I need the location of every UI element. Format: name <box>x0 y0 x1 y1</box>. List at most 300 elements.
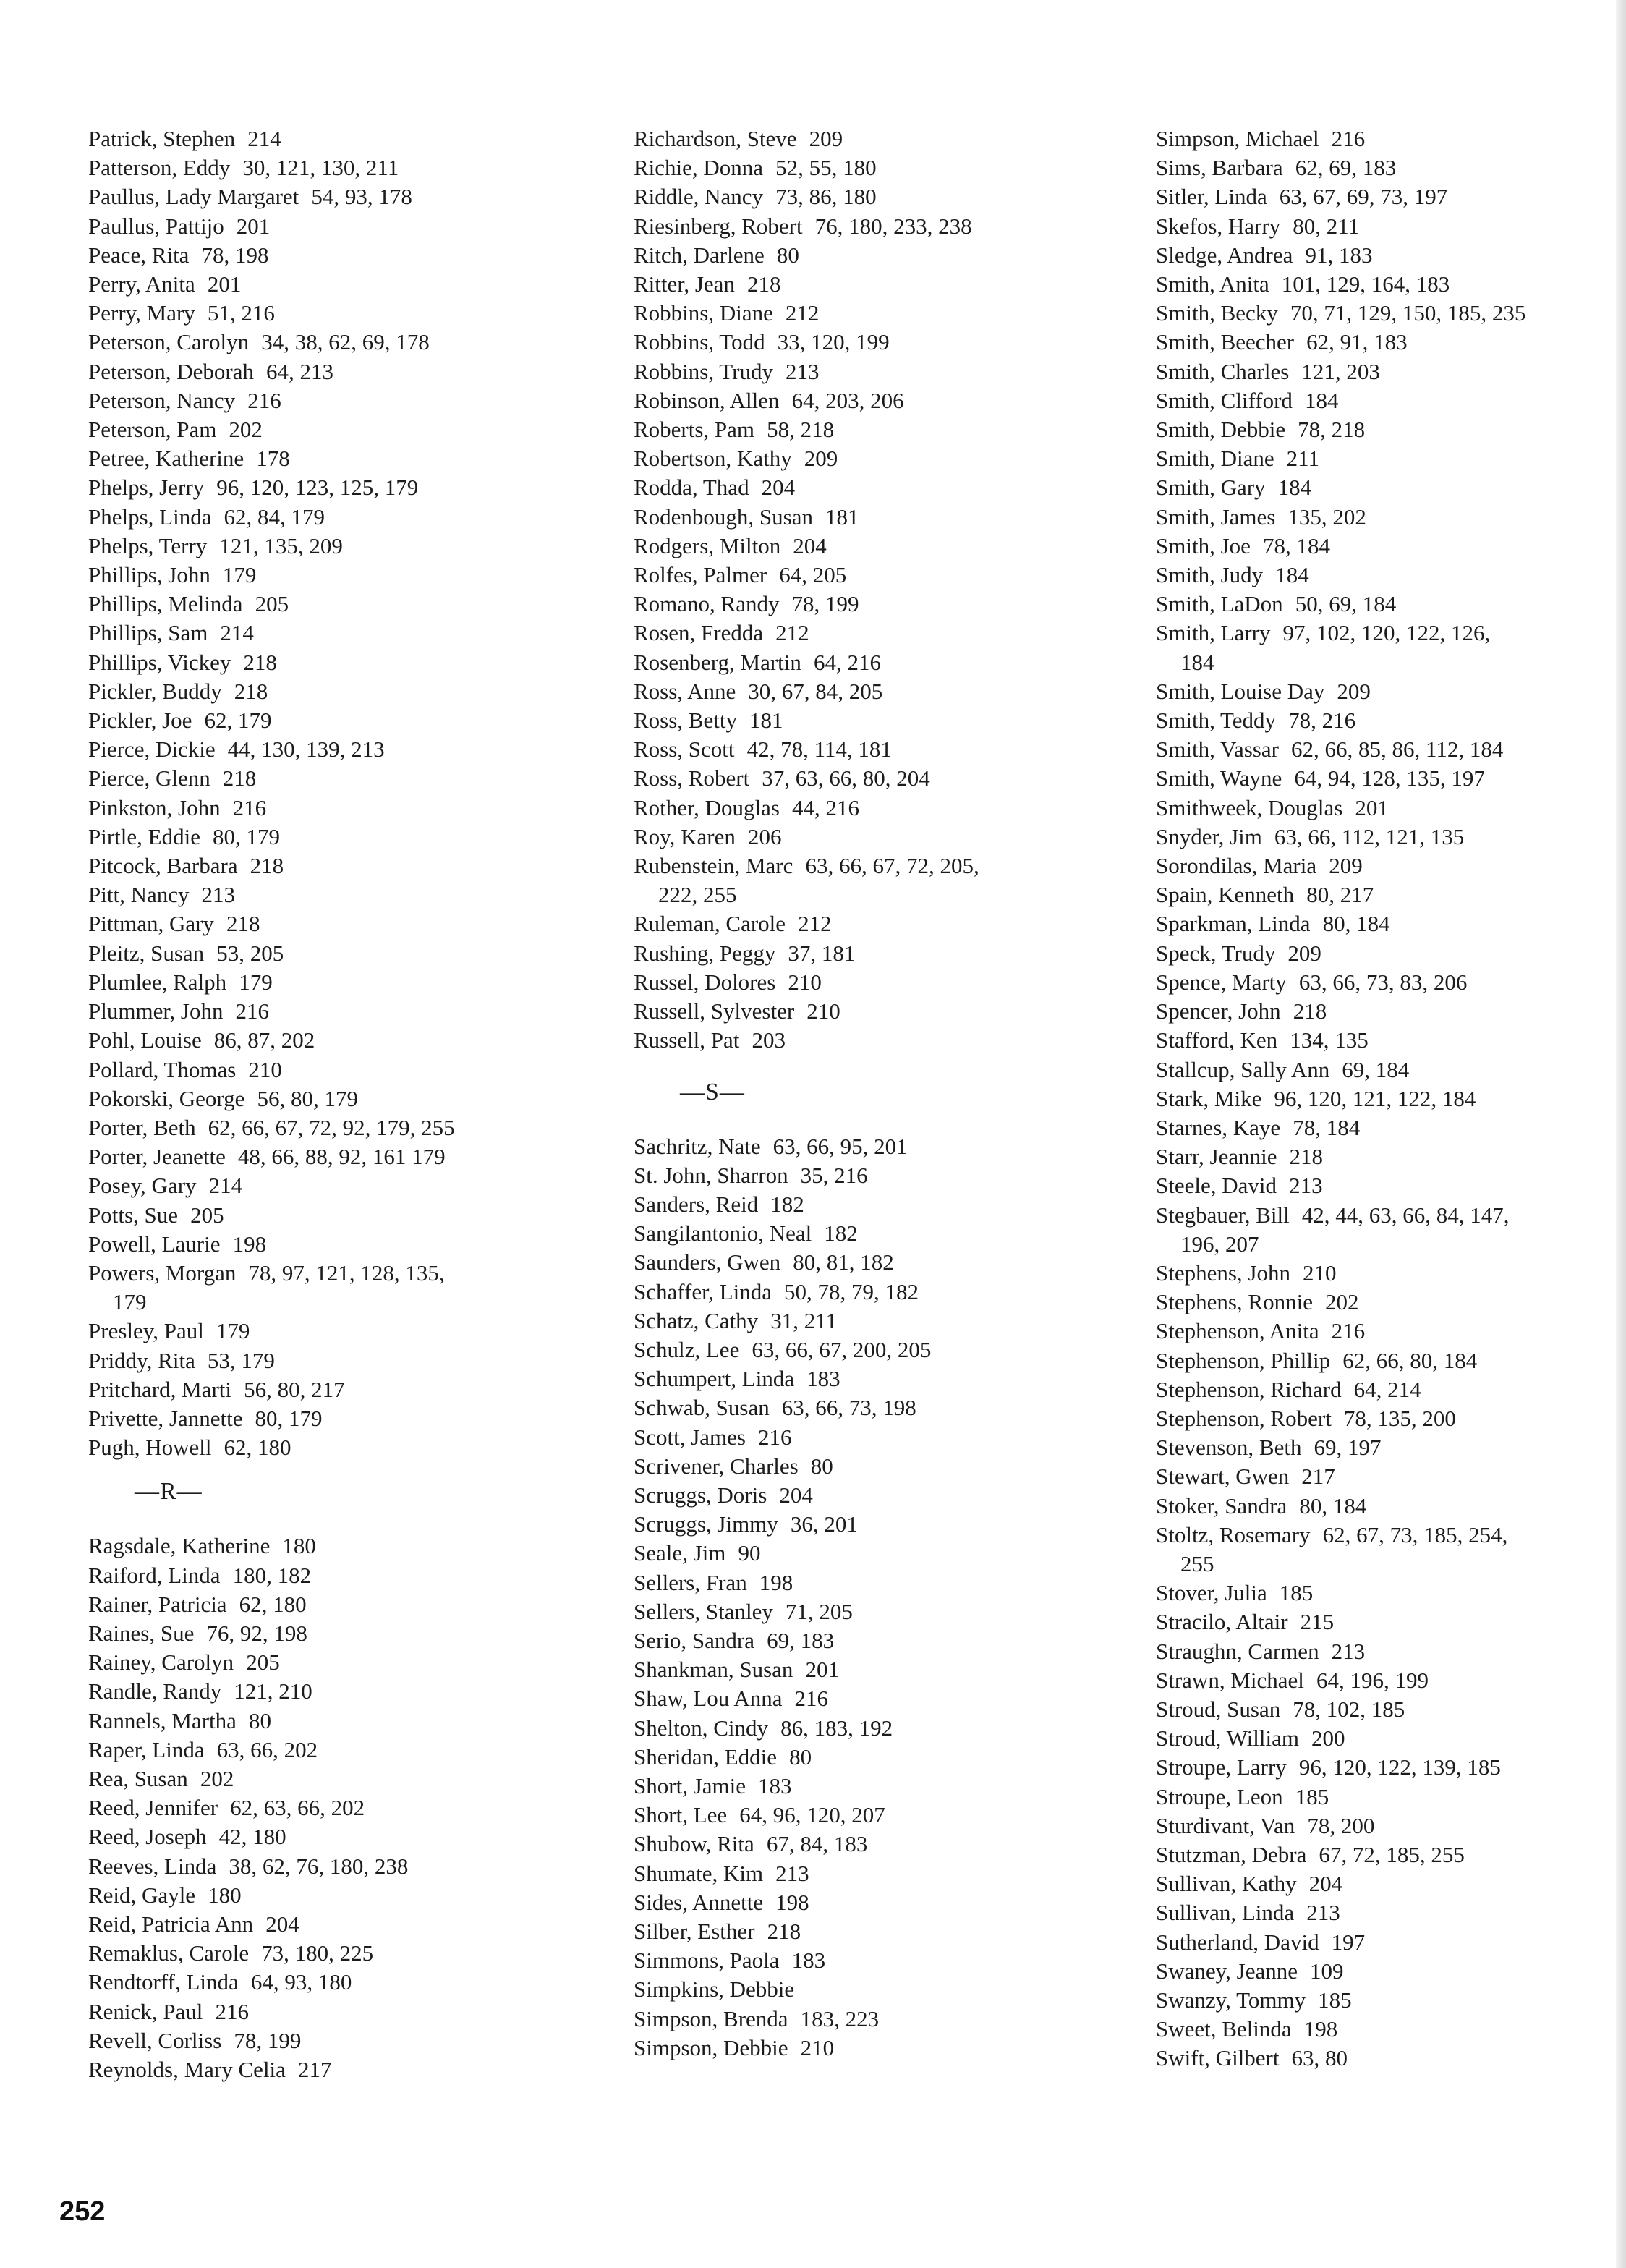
entry-pages: 56, 80, 179 <box>257 1085 358 1111</box>
entry-pages: 48, 66, 88, 92, 161 179 <box>237 1144 446 1170</box>
index-entry <box>634 1888 1154 1917</box>
index-entry <box>88 1084 609 1113</box>
index-entry <box>1156 909 1612 938</box>
entry-name: Rainer, Patricia <box>88 1591 227 1617</box>
entry-pages: 86, 87, 202 <box>213 1027 315 1053</box>
entry-name: Sullivan, Linda <box>1156 1900 1295 1926</box>
entry-pages: 80, 217 <box>1306 882 1374 908</box>
entry-pages: 63, 66, 67, 72, 205, <box>805 853 979 879</box>
entry-name: Rodda, Thad <box>634 475 749 501</box>
entry-pages: 78, 97, 121, 128, 135, <box>248 1260 445 1286</box>
index-entry <box>88 851 609 880</box>
entry-pages: 121, 203 <box>1301 358 1380 384</box>
index-entry <box>634 1161 1154 1190</box>
index-entry <box>88 1561 609 1590</box>
entry-pages: 204 <box>779 1482 813 1508</box>
index-entry <box>88 153 609 182</box>
entry-pages: 201 <box>207 271 242 297</box>
entry-name: Smith, Debbie <box>1156 417 1286 443</box>
index-entry <box>88 357 609 386</box>
entry-pages: 80, 184 <box>1322 911 1390 937</box>
index-entry <box>88 124 609 153</box>
entry-pages: 202 <box>1325 1289 1359 1315</box>
entry-pages: 216 <box>247 387 281 413</box>
entry-name: Pierce, Dickie <box>88 736 216 763</box>
entry-name: Shelton, Cindy <box>634 1715 769 1741</box>
entry-pages: 42, 78, 114, 181 <box>746 736 892 763</box>
index-entry <box>88 503 609 532</box>
index-entry <box>634 1190 1154 1219</box>
entry-name: Smith, LaDon <box>1156 591 1283 617</box>
entry-pages: 37, 63, 66, 80, 204 <box>762 765 930 791</box>
entry-name: Sparkman, Linda <box>1156 911 1311 937</box>
entry-name: Posey, Gary <box>88 1173 197 1199</box>
entry-pages: 53, 179 <box>207 1347 275 1373</box>
entry-pages: 181 <box>749 708 783 734</box>
index-entry <box>1156 1317 1612 1346</box>
entry-name: Reid, Gayle <box>88 1882 196 1908</box>
index-entry <box>88 241 609 270</box>
entry-name: Simpson, Brenda <box>634 2005 788 2031</box>
entry-pages: 180 <box>282 1533 316 1559</box>
entry-pages: 62, 66, 67, 72, 92, 179, 255 <box>208 1114 455 1140</box>
entry-name: Sellers, Stanley <box>634 1598 773 1624</box>
entry-name: Shumate, Kim <box>634 1860 764 1886</box>
index-entry <box>634 1975 1154 2004</box>
index-entry <box>1156 1288 1612 1317</box>
entry-pages: 58, 218 <box>767 417 835 443</box>
index-entry <box>1156 1084 1612 1113</box>
entry-name: Sledge, Andrea <box>1156 242 1293 268</box>
entry-pages: 71, 205 <box>785 1598 853 1624</box>
entry-name: Ross, Anne <box>634 678 736 704</box>
entry-name: Phillips, Sam <box>88 620 208 646</box>
index-entry <box>634 444 1154 473</box>
index-entry <box>1156 1840 1612 1869</box>
entry-pages: 80, 179 <box>213 823 281 849</box>
index-entry <box>1156 1259 1612 1288</box>
entry-name: Sachritz, Nate <box>634 1133 761 1159</box>
entry-name: Powell, Laurie <box>88 1231 221 1257</box>
entry-name: Smith, Charles <box>1156 358 1290 384</box>
index-entry <box>88 182 609 211</box>
entry-name: Speck, Trudy <box>1156 940 1276 966</box>
index-entry <box>1156 997 1612 1026</box>
entry-pages: 96, 120, 123, 125, 179 <box>216 475 419 501</box>
index-entry <box>88 648 609 677</box>
index-entry <box>88 270 609 299</box>
entry-name: Stroud, Susan <box>1156 1696 1281 1722</box>
index-entry <box>88 1433 609 1462</box>
entry-pages: 80, 81, 182 <box>793 1249 894 1275</box>
entry-name: Paullus, Pattijo <box>88 213 224 239</box>
index-entry <box>1156 1666 1612 1695</box>
entry-pages: 213 <box>1289 1173 1323 1199</box>
index-entry <box>88 1317 609 1346</box>
index-entry <box>634 124 1154 153</box>
entry-pages: 218 <box>747 271 781 297</box>
index-entry <box>634 1743 1154 1772</box>
entry-pages: 78, 135, 200 <box>1343 1405 1456 1431</box>
entry-name: Silber, Esther <box>634 1918 755 1944</box>
entry-pages: 63, 67, 69, 73, 197 <box>1279 184 1448 210</box>
entry-pages: 183 <box>806 1366 840 1392</box>
index-entry <box>1156 1724 1612 1753</box>
entry-name: Smith, Larry <box>1156 620 1271 646</box>
index-entry <box>88 1997 609 2026</box>
index-entry <box>1156 153 1612 182</box>
entry-pages: 212 <box>785 300 820 326</box>
entry-pages: 62, 179 <box>204 708 272 734</box>
index-entry <box>1156 677 1612 706</box>
index-entry <box>88 1764 609 1793</box>
entry-pages: 64, 94, 128, 135, 197 <box>1294 765 1485 791</box>
entry-name: Phelps, Jerry <box>88 475 205 501</box>
entry-pages-continued: 184 <box>1180 649 1214 675</box>
entry-name: Stroupe, Leon <box>1156 1783 1283 1809</box>
entry-pages: 198 <box>759 1569 793 1595</box>
index-entry <box>634 1393 1154 1422</box>
entry-pages: 209 <box>1287 940 1321 966</box>
entry-name: Steele, David <box>1156 1173 1277 1199</box>
entry-pages: 63, 66, 67, 200, 205 <box>752 1336 932 1362</box>
index-entry <box>88 1677 609 1706</box>
entry-pages: 44, 130, 139, 213 <box>227 736 385 763</box>
entry-pages: 198 <box>232 1231 267 1257</box>
entry-pages: 181 <box>825 504 859 530</box>
index-entry <box>88 1259 609 1317</box>
entry-pages: 64, 93, 180 <box>250 1969 352 1995</box>
entry-name: Starr, Jeannie <box>1156 1144 1277 1170</box>
entry-pages: 30, 121, 130, 211 <box>242 155 399 181</box>
section-header-s: —S— <box>680 1078 745 1105</box>
entry-name: Sims, Barbara <box>1156 155 1283 181</box>
index-entry <box>88 473 609 502</box>
entry-pages: 54, 93, 178 <box>311 184 412 210</box>
entry-name: Sides, Annette <box>634 1889 764 1915</box>
entry-name: Sorondilas, Maria <box>1156 853 1317 879</box>
index-entry <box>634 909 1154 938</box>
entry-pages: 197 <box>1331 1929 1366 1955</box>
entry-pages: 86, 183, 192 <box>780 1715 893 1741</box>
entry-name: Swaney, Jeanne <box>1156 1958 1298 1984</box>
index-entry <box>88 1736 609 1764</box>
index-entry <box>88 1346 609 1375</box>
index-entry <box>634 182 1154 211</box>
entry-name: Rodgers, Milton <box>634 532 781 558</box>
entry-pages: 33, 120, 199 <box>777 329 890 355</box>
entry-name: Stark, Mike <box>1156 1085 1262 1111</box>
entry-pages: 63, 80 <box>1291 2045 1348 2071</box>
entry-name: Pierce, Glenn <box>88 765 210 791</box>
entry-pages: 214 <box>247 126 281 151</box>
entry-name: Simpkins, Debbie <box>634 1976 795 2002</box>
entry-name: Roberts, Pam <box>634 417 755 443</box>
entry-name: Smith, Anita <box>1156 271 1269 297</box>
entry-name: Pritchard, Marti <box>88 1376 232 1402</box>
entry-name: Smith, Clifford <box>1156 387 1293 413</box>
entry-pages: 215 <box>1300 1609 1335 1635</box>
index-entry <box>1156 241 1612 270</box>
entry-pages: 200 <box>1311 1725 1345 1751</box>
index-entry <box>634 561 1154 590</box>
entry-pages: 218 <box>226 911 260 937</box>
entry-name: Ross, Robert <box>634 765 750 791</box>
index-entry <box>88 1375 609 1404</box>
entry-pages: 205 <box>246 1649 280 1675</box>
entry-name: Randle, Randy <box>88 1678 222 1704</box>
entry-pages: 185 <box>1295 1783 1329 1809</box>
entry-name: Scruggs, Jimmy <box>634 1511 778 1537</box>
index-entry <box>1156 2015 1612 2044</box>
entry-name: Short, Jamie <box>634 1772 746 1798</box>
entry-name: Sitler, Linda <box>1156 184 1267 210</box>
entry-name: Rea, Susan <box>88 1765 188 1791</box>
entry-name: Raiford, Linda <box>88 1562 221 1588</box>
entry-name: Stracilo, Altair <box>1156 1609 1288 1635</box>
entry-name: Smith, James <box>1156 504 1276 530</box>
entry-pages: 62, 84, 179 <box>224 504 325 530</box>
section-header-r: —R— <box>135 1478 203 1505</box>
entry-pages: 216 <box>215 1998 249 2024</box>
index-entry <box>634 1626 1154 1655</box>
entry-name: Robinson, Allen <box>634 387 780 413</box>
entry-name: Perry, Mary <box>88 300 195 326</box>
index-entry <box>88 735 609 764</box>
index-entry <box>1156 124 1612 153</box>
index-entry <box>634 1684 1154 1713</box>
index-entry <box>634 386 1154 415</box>
index-entry <box>1156 1201 1612 1259</box>
entry-pages: 213 <box>201 882 236 908</box>
entry-name: Perry, Anita <box>88 271 195 297</box>
index-entry <box>1156 473 1612 502</box>
index-entry <box>1156 619 1612 676</box>
index-entry <box>88 1590 609 1619</box>
index-entry <box>634 968 1154 997</box>
index-entry <box>1156 590 1612 619</box>
entry-pages: 90 <box>738 1540 761 1566</box>
entry-name: Renick, Paul <box>88 1998 203 2024</box>
entry-name: Petree, Katherine <box>88 446 244 472</box>
index-entry <box>634 1248 1154 1277</box>
entry-pages: 42, 44, 63, 66, 84, 147, <box>1301 1202 1510 1228</box>
entry-name: Porter, Jeanette <box>88 1144 226 1170</box>
entry-name: Stover, Julia <box>1156 1580 1267 1606</box>
index-entry <box>634 823 1154 851</box>
entry-name: Potts, Sue <box>88 1202 179 1228</box>
entry-pages: 218 <box>243 649 277 675</box>
index-entry <box>634 415 1154 444</box>
entry-name: Sanders, Reid <box>634 1191 759 1217</box>
entry-name: Richie, Donna <box>634 155 764 181</box>
entry-pages: 80, 211 <box>1293 213 1360 239</box>
entry-pages: 51, 216 <box>207 300 275 326</box>
entry-name: Rubenstein, Marc <box>634 853 793 879</box>
entry-pages: 96, 120, 121, 122, 184 <box>1274 1085 1476 1111</box>
entry-pages: 62, 66, 80, 184 <box>1342 1347 1478 1373</box>
entry-pages: 211 <box>1286 446 1320 472</box>
index-entry <box>1156 1462 1612 1491</box>
entry-name: Stroupe, Larry <box>1156 1754 1287 1780</box>
entry-name: Smith, Diane <box>1156 446 1274 472</box>
entry-pages: 212 <box>775 620 809 646</box>
entry-list <box>88 124 609 1462</box>
entry-name: Spain, Kenneth <box>1156 882 1295 908</box>
entry-name: Stephens, John <box>1156 1260 1290 1286</box>
index-entry <box>1156 1957 1612 1986</box>
index-entry <box>1156 212 1612 241</box>
index-entry <box>88 444 609 473</box>
entry-name: Serio, Sandra <box>634 1627 755 1653</box>
index-entry <box>1156 532 1612 561</box>
entry-name: Smith, Louise Day <box>1156 678 1325 704</box>
index-entry <box>88 1939 609 1968</box>
entry-pages: 210 <box>1303 1260 1337 1286</box>
entry-pages: 44, 216 <box>792 794 860 820</box>
index-entry <box>634 706 1154 735</box>
index-entry <box>634 1452 1154 1481</box>
index-entry <box>634 1772 1154 1801</box>
entry-pages: 64, 205 <box>779 562 847 588</box>
entry-name: Scrivener, Charles <box>634 1453 799 1479</box>
index-entry <box>1156 444 1612 473</box>
entry-name: Pohl, Louise <box>88 1027 202 1053</box>
entry-pages: 204 <box>1308 1871 1343 1897</box>
entry-name: Pickler, Joe <box>88 708 192 734</box>
entry-name: Stephenson, Richard <box>1156 1376 1342 1402</box>
entry-name: Raper, Linda <box>88 1736 205 1762</box>
entry-pages: 35, 216 <box>800 1162 868 1188</box>
entry-list <box>634 1132 1154 2063</box>
entry-pages: 210 <box>248 1056 282 1082</box>
entry-list <box>88 1532 609 2084</box>
index-entry <box>88 764 609 793</box>
entry-pages: 213 <box>1331 1638 1366 1664</box>
entry-pages: 218 <box>1293 998 1327 1024</box>
index-entry <box>88 561 609 590</box>
index-entry <box>88 1113 609 1142</box>
entry-name: Pickler, Buddy <box>88 678 222 704</box>
index-entry <box>88 1793 609 1822</box>
entry-name: Stafford, Ken <box>1156 1027 1278 1053</box>
entry-name: Straughn, Carmen <box>1156 1638 1319 1664</box>
entry-name: Strawn, Michael <box>1156 1667 1304 1693</box>
entry-pages: 69, 183 <box>767 1627 835 1653</box>
index-entry <box>634 503 1154 532</box>
entry-name: Riesinberg, Robert <box>634 213 803 239</box>
entry-name: Reed, Joseph <box>88 1824 207 1850</box>
entry-name: Robbins, Diane <box>634 300 773 326</box>
index-entry <box>1156 1898 1612 1927</box>
index-entry <box>634 1597 1154 1626</box>
entry-name: Pitcock, Barbara <box>88 853 238 879</box>
entry-name: Simpson, Michael <box>1156 126 1319 151</box>
entry-name: Sullivan, Kathy <box>1156 1871 1297 1897</box>
entry-name: Reid, Patricia Ann <box>88 1911 254 1937</box>
index-entry <box>634 1917 1154 1946</box>
index-entry <box>634 241 1154 270</box>
entry-pages: 64, 196, 199 <box>1316 1667 1429 1693</box>
entry-pages: 218 <box>250 853 284 879</box>
entry-name: Pirtle, Eddie <box>88 823 200 849</box>
index-entry <box>1156 1812 1612 1840</box>
entry-name: Stephenson, Robert <box>1156 1405 1332 1431</box>
entry-pages: 73, 86, 180 <box>775 184 877 210</box>
entry-pages: 201 <box>1355 794 1389 820</box>
entry-pages: 216 <box>235 998 270 1024</box>
index-entry <box>634 1539 1154 1568</box>
entry-pages: 64, 96, 120, 207 <box>739 1802 885 1828</box>
index-entry <box>1156 1783 1612 1812</box>
index-entry <box>1156 1433 1612 1462</box>
entry-pages: 214 <box>208 1173 243 1199</box>
entry-name: Rannels, Martha <box>88 1707 237 1733</box>
entry-pages: 216 <box>794 1686 829 1712</box>
index-entry <box>1156 182 1612 211</box>
entry-name: Snyder, Jim <box>1156 823 1262 849</box>
entry-pages: 76, 180, 233, 238 <box>814 213 972 239</box>
entry-name: Privette, Jannette <box>88 1405 243 1431</box>
entry-pages: 36, 201 <box>790 1511 858 1537</box>
index-entry <box>634 939 1154 968</box>
index-entry <box>634 851 1154 909</box>
index-entry <box>634 590 1154 619</box>
entry-name: Schumpert, Linda <box>634 1366 795 1392</box>
index-entry <box>1156 1695 1612 1724</box>
index-entry <box>1156 1607 1612 1636</box>
entry-name: Ragsdale, Katherine <box>88 1533 271 1559</box>
index-entry <box>634 1714 1154 1743</box>
entry-name: Riddle, Nancy <box>634 184 764 210</box>
index-entry <box>634 473 1154 502</box>
entry-pages: 73, 180, 225 <box>261 1940 374 1966</box>
entry-pages: 78, 218 <box>1298 417 1366 443</box>
entry-name: Pleitz, Susan <box>88 940 205 966</box>
entry-name: Richardson, Steve <box>634 126 797 151</box>
entry-list <box>1156 124 1612 2073</box>
entry-name: Reeves, Linda <box>88 1853 217 1879</box>
entry-pages: 205 <box>255 591 289 617</box>
entry-pages: 202 <box>200 1765 234 1791</box>
index-entry <box>1156 1056 1612 1084</box>
index-entry <box>634 1946 1154 1975</box>
entry-name: Stoltz, Rosemary <box>1156 1521 1311 1547</box>
entry-name: Rushing, Peggy <box>634 940 776 966</box>
page-number: 252 <box>59 2196 106 2227</box>
index-entry <box>1156 1521 1612 1579</box>
index-entry <box>1156 415 1612 444</box>
entry-pages: 70, 71, 129, 150, 185, 235 <box>1290 300 1526 326</box>
index-entry <box>634 1510 1154 1539</box>
index-entry <box>1156 1375 1612 1404</box>
entry-name: Stevenson, Beth <box>1156 1435 1302 1461</box>
index-entry <box>88 823 609 851</box>
entry-name: Powers, Morgan <box>88 1260 237 1286</box>
index-entry <box>634 357 1154 386</box>
entry-pages: 202 <box>229 417 263 443</box>
index-entry <box>634 1423 1154 1452</box>
index-entry <box>634 212 1154 241</box>
entry-pages: 216 <box>232 794 267 820</box>
index-entry <box>88 1968 609 1997</box>
entry-pages: 80 <box>810 1453 833 1479</box>
entry-pages: 216 <box>1331 1318 1366 1344</box>
index-entry <box>1156 1986 1612 2015</box>
entry-pages: 206 <box>747 823 782 849</box>
entry-name: Phillips, John <box>88 562 210 588</box>
entry-pages: 50, 78, 79, 182 <box>784 1278 919 1304</box>
